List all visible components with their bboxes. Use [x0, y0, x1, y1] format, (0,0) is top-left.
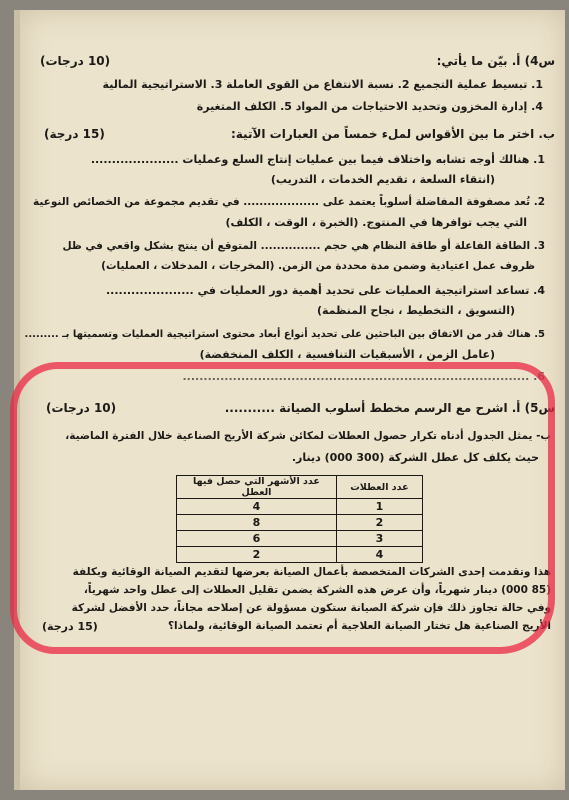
q5b-marks: (15 درجة) — [42, 620, 98, 633]
table-cell-breakdowns: 3 — [336, 531, 422, 547]
table-row — [177, 531, 423, 547]
table-cell-breakdowns: 2 — [336, 515, 422, 531]
q4b-s3-text: 3. الطاقة الفاعلة أو طاقة النظام هي حجم ............... المتوقع أن ينتج بشكل واقعي في ظل — [62, 240, 545, 252]
q4b-s4-options: (التسويق ، التخطيط ، نجاح المنظمة) — [316, 304, 515, 317]
q4b-s2-text: 2. تُعد مصفوفة المفاضلة أسلوباً يعتمد على ................... في تقديم مجموعة من الخصائص النوعية — [33, 196, 545, 208]
exam-sheet — [14, 10, 565, 790]
q4a-items-line2: 4. إدارة المخزون وتحديد الاحتياجات من المواد 5. الكلف المتغيرة — [196, 100, 543, 113]
q4a-header: س4) أ. بيّن ما يأتي: — [436, 54, 555, 68]
table-cell-breakdowns: 4 — [336, 547, 422, 563]
table-cell-months: 2 — [177, 547, 337, 563]
q5b-para-line3: وفي حالة تجاوز ذلك فإن شركة الصيانة ستكون مسؤولة عن إصلاحه مجاناً، حدد الأفضل لشركة — [71, 602, 551, 614]
q5b-intro-line1: ب- يمثل الجدول أدناه تكرار حصول العطلات لمكائن شركة الأريج الصناعية خلال الفترة الماضية، — [65, 430, 551, 442]
q4b-s5-text: 5. هناك قدر من الاتفاق بين الباحثين على تحديد أنواع أبعاد محتوى استراتيجية العمليات وتسميتها بـ ......... — [24, 329, 545, 340]
q4b-s2-options: التي يجب توافرها في المنتوج. (الخبرة ، الوقت ، الكلف) — [225, 216, 527, 229]
table-cell-months: 8 — [177, 515, 337, 531]
q4b-s1-options: (انتقاء السلعة ، تقديم الخدمات ، التدريب) — [270, 173, 495, 186]
table-cell-months: 6 — [177, 531, 337, 547]
q4b-s6-text: 6. ................................................................................... — [182, 370, 545, 383]
table-row — [177, 547, 423, 563]
q4b-s3-options: ظروف عمل اعتيادية وضمن مدة محددة من الزمن. (المخرجات ، المدخلات ، العمليات) — [101, 260, 535, 272]
q5b-para-line2: (85 000) دينار شهرياً، وأن عرض هذه الشركة يضمن تقليل العطلات إلى عطل واحد شهرياً، — [83, 584, 551, 596]
table-row — [177, 515, 423, 531]
q4a-marks: (10 درجات) — [40, 54, 111, 68]
table-row — [177, 499, 423, 515]
q4b-marks: (15 درجة) — [44, 127, 105, 141]
q5a-header: س5) أ. اشرح مع الرسم مخطط أسلوب الصيانة ........... — [224, 401, 555, 415]
q4b-s4-text: 4. تساعد استراتيجية العمليات على تحديد أهمية دور العمليات في ..................... — [105, 284, 545, 297]
table-header-months: عدد الأشهر التي حصل فيها العطل — [177, 476, 337, 499]
q4b-s5-options: (عامل الزمن ، الأسبقيات التنافسية ، الكلف المنخفضة) — [199, 348, 495, 361]
breakdowns-table — [176, 475, 423, 563]
q5b-para-line1: هذا وتقدمت إحدى الشركات المتخصصة بأعمال الصيانة بعرضها لتقديم الصيانة الوقائية وبكلفة — [72, 566, 551, 578]
q4b-s1-text: 1. هنالك أوجه تشابه واختلاف فيما بين عمليات إنتاج السلع وعمليات ..................... — [90, 153, 545, 166]
table-cell-months: 4 — [177, 499, 337, 515]
q4a-items-line1: 1. تبسيط عملية التجميع 2. نسبة الانتفاع من القوى العاملة 3. الاستراتيجية المالية — [102, 78, 543, 91]
q5a-marks: (10 درجات) — [46, 401, 117, 415]
table-cell-breakdowns: 1 — [336, 499, 422, 515]
q5b-para-line4: الأريج الصناعية هل تختار الصيانة العلاجية أم تعتمد الصيانة الوقائية، ولماذا؟ — [167, 620, 551, 632]
q5b-intro-line2: حيث يكلف كل عطل الشركة (300 000) دينار. — [291, 451, 539, 464]
q4b-header: ب. اختر ما بين الأقواس لملء خمساً من العبارات الآتية: — [230, 127, 555, 141]
table-header-breakdowns: عدد العطلات — [336, 476, 422, 499]
